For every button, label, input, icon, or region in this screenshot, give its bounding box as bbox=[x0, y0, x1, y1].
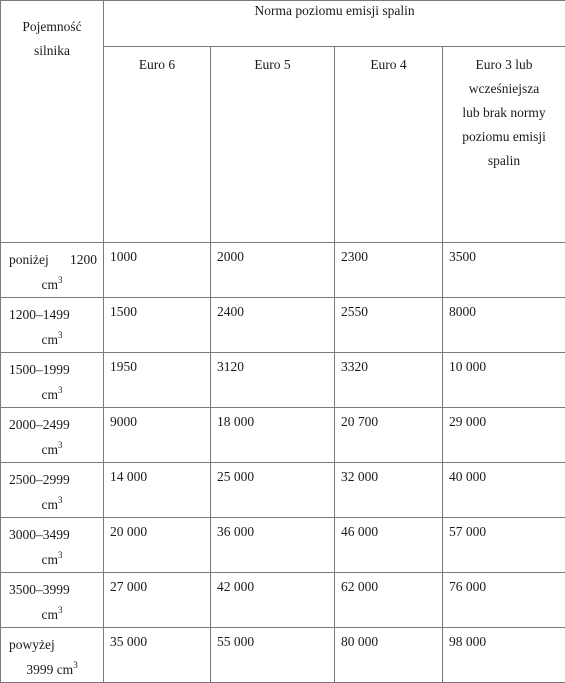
capacity-range-cell bbox=[1, 628, 104, 683]
capacity-range-label: poniżej 1200 bbox=[5, 247, 99, 272]
capacity-range-cell bbox=[1, 518, 104, 573]
fee-value-cell: 98 000 bbox=[443, 628, 565, 683]
norm-header-line: Euro 4 bbox=[370, 57, 406, 72]
norm-group-header: Norma poziomu emisji spalin bbox=[104, 1, 565, 47]
table-row bbox=[1, 463, 565, 518]
fee-value-cell: 32 000 bbox=[335, 463, 443, 518]
capacity-range-cell bbox=[1, 408, 104, 463]
unit-exponent: 3 bbox=[58, 275, 63, 285]
capacity-unit bbox=[5, 272, 99, 297]
capacity-range-label: 2500–2999 bbox=[5, 467, 99, 492]
fee-value-cell: 3120 bbox=[211, 353, 335, 408]
fee-value-cell: 14 000 bbox=[104, 463, 211, 518]
fee-value-cell: 2300 bbox=[335, 243, 443, 298]
unit-exponent: 3 bbox=[58, 605, 63, 615]
unit-text: cm bbox=[57, 662, 74, 677]
capacity-range-label: 2000–2499 bbox=[5, 412, 99, 437]
table-row bbox=[1, 628, 565, 683]
capacity-range-cell bbox=[1, 353, 104, 408]
table-row bbox=[1, 243, 565, 298]
fee-value-cell: 46 000 bbox=[335, 518, 443, 573]
unit-text: cm bbox=[42, 442, 59, 457]
table-row bbox=[1, 573, 565, 628]
fee-value-cell: 57 000 bbox=[443, 518, 565, 573]
capacity-unit bbox=[5, 327, 99, 352]
unit-text: cm bbox=[42, 277, 59, 292]
capacity-range-cell bbox=[1, 463, 104, 518]
unit-text: cm bbox=[42, 387, 59, 402]
fee-value-cell: 8000 bbox=[443, 298, 565, 353]
norm-header-line: Euro 6 bbox=[139, 57, 175, 72]
norm-header-line: lub brak normy bbox=[462, 105, 545, 120]
unit-exponent: 3 bbox=[58, 495, 63, 505]
fee-value-cell: 1000 bbox=[104, 243, 211, 298]
fee-value-cell: 18 000 bbox=[211, 408, 335, 463]
fee-value-cell: 35 000 bbox=[104, 628, 211, 683]
capacity-range-cell bbox=[1, 573, 104, 628]
fee-value-cell: 42 000 bbox=[211, 573, 335, 628]
table-row bbox=[1, 408, 565, 463]
unit-text: cm bbox=[42, 552, 59, 567]
fee-value-cell: 55 000 bbox=[211, 628, 335, 683]
capacity-range-label: 3000–3499 bbox=[5, 522, 99, 547]
fee-value-cell: 2550 bbox=[335, 298, 443, 353]
norm-header-line: wcześniejsza bbox=[469, 81, 539, 96]
capacity-unit bbox=[5, 492, 99, 517]
norm-header-line: Euro 3 lub bbox=[476, 57, 533, 72]
capacity-range-label: 1500–1999 bbox=[5, 357, 99, 382]
capacity-header-line: silnika bbox=[34, 43, 70, 58]
capacity-unit bbox=[5, 437, 99, 462]
table-row bbox=[1, 298, 565, 353]
capacity-unit bbox=[5, 382, 99, 407]
unit-exponent: 3 bbox=[58, 550, 63, 560]
table-header bbox=[1, 1, 565, 243]
fee-value-cell: 36 000 bbox=[211, 518, 335, 573]
capacity-column-header bbox=[1, 1, 104, 243]
norm-column-header-euro-6 bbox=[104, 47, 211, 243]
capacity-range-label: 1200–1499 bbox=[5, 302, 99, 327]
capacity-range-cell bbox=[1, 243, 104, 298]
capacity-range-label: 3500–3999 bbox=[5, 577, 99, 602]
unit-text: cm bbox=[42, 607, 59, 622]
fee-value-cell: 76 000 bbox=[443, 573, 565, 628]
table-body bbox=[1, 243, 565, 683]
fee-value-cell: 2400 bbox=[211, 298, 335, 353]
fee-value-cell: 20 700 bbox=[335, 408, 443, 463]
unit-exponent: 3 bbox=[58, 385, 63, 395]
capacity-unit bbox=[5, 657, 99, 682]
fee-value-cell: 29 000 bbox=[443, 408, 565, 463]
fee-value-cell: 3500 bbox=[443, 243, 565, 298]
fee-value-cell: 80 000 bbox=[335, 628, 443, 683]
unit-exponent: 3 bbox=[58, 330, 63, 340]
unit-exponent: 3 bbox=[73, 660, 78, 670]
fee-value-cell: 9000 bbox=[104, 408, 211, 463]
norm-header-line: spalin bbox=[488, 153, 520, 168]
fee-value-cell: 10 000 bbox=[443, 353, 565, 408]
fee-value-cell: 3320 bbox=[335, 353, 443, 408]
table-row bbox=[1, 353, 565, 408]
norm-column-header-euro-5 bbox=[211, 47, 335, 243]
norm-column-header-euro-3 bbox=[443, 47, 565, 243]
fee-value-cell: 20 000 bbox=[104, 518, 211, 573]
capacity-range-label: powyżej bbox=[5, 632, 99, 657]
fee-value-cell: 1500 bbox=[104, 298, 211, 353]
norm-header-line: Euro 5 bbox=[254, 57, 290, 72]
table-row bbox=[1, 518, 565, 573]
fee-value-cell: 2000 bbox=[211, 243, 335, 298]
fee-value-cell: 40 000 bbox=[443, 463, 565, 518]
unit-exponent: 3 bbox=[58, 440, 63, 450]
capacity-range-label-cont: 3999 bbox=[26, 662, 56, 677]
unit-text: cm bbox=[42, 497, 59, 512]
fee-value-cell: 25 000 bbox=[211, 463, 335, 518]
fee-value-cell: 27 000 bbox=[104, 573, 211, 628]
norm-header-line: poziomu emisji bbox=[462, 129, 546, 144]
fee-value-cell: 1950 bbox=[104, 353, 211, 408]
unit-text: cm bbox=[42, 332, 59, 347]
capacity-range-cell bbox=[1, 298, 104, 353]
capacity-unit bbox=[5, 602, 99, 627]
capacity-unit bbox=[5, 547, 99, 572]
norm-column-header-euro-4 bbox=[335, 47, 443, 243]
capacity-header-line: Pojemność bbox=[22, 19, 81, 34]
fee-value-cell: 62 000 bbox=[335, 573, 443, 628]
